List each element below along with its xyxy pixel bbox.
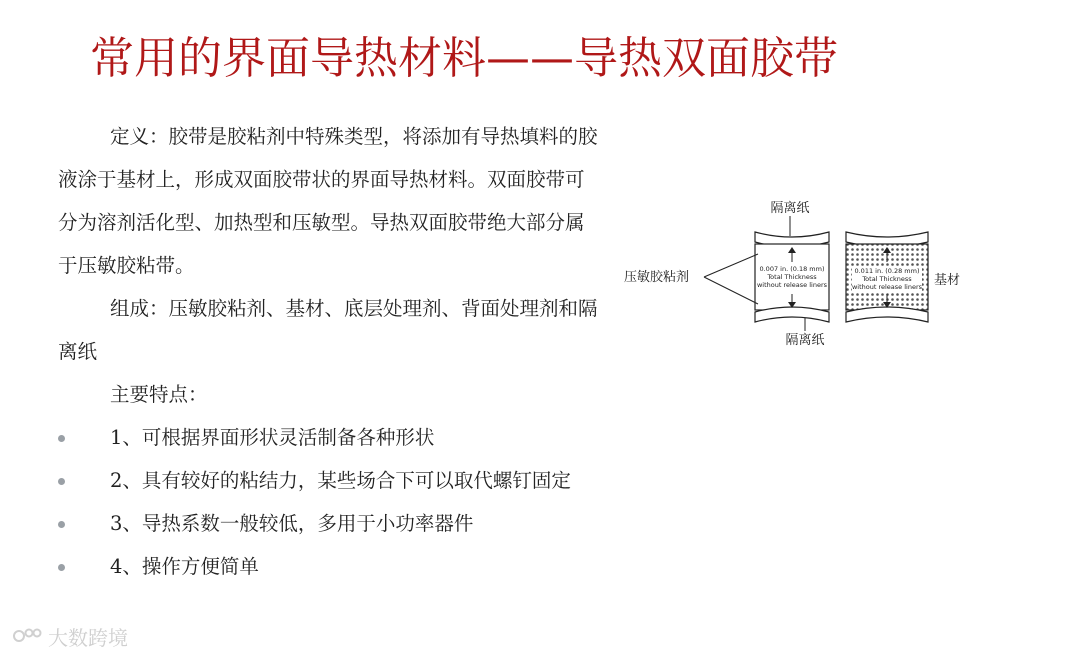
left-panel-thickness: 0.007 in. (0.18 mm) bbox=[759, 265, 825, 273]
body-text bbox=[58, 115, 598, 588]
left-panel-total: Total Thickness bbox=[767, 273, 817, 281]
right-panel-total: Total Thickness bbox=[862, 275, 912, 283]
feature-item: 3、导热系数一般较低，多用于小功率器件 bbox=[58, 502, 598, 545]
right-panel-note: without release liners bbox=[851, 283, 923, 291]
definition-paragraph: 定义：胶带是胶粘剂中特殊类型，将添加有导热填料的胶液涂于基材上，形成双面胶带状的界面导热材料。双面胶带可分为溶剂活化型、加热型和压敏型。导热双面胶带绝大部分属于压敏胶粘带。 bbox=[58, 125, 598, 277]
features-heading: 主要特点： bbox=[110, 383, 208, 406]
feature-item: 1、可根据界面形状灵活制备各种形状 bbox=[58, 416, 598, 459]
label-substrate: 基材 bbox=[934, 273, 961, 288]
watermark bbox=[12, 622, 128, 650]
label-release-liner-top: 隔离纸 bbox=[770, 201, 810, 216]
bullet-dot-icon bbox=[58, 435, 65, 442]
bullet-dot-icon bbox=[58, 478, 65, 485]
label-release-liner-bottom: 隔离纸 bbox=[785, 333, 825, 348]
right-panel-thickness: 0.011 in. (0.28 mm) bbox=[854, 267, 920, 275]
tape-structure-diagram bbox=[620, 192, 980, 352]
feature-item: 4、操作方便简单 bbox=[58, 545, 598, 588]
right-tape-panel bbox=[846, 232, 928, 322]
leader-line-adhesive-top bbox=[704, 254, 758, 277]
watermark-text: 大数跨境 bbox=[48, 625, 128, 650]
watermark-logo-icon bbox=[12, 624, 42, 648]
composition-paragraph: 组成：压敏胶粘剂、基材、底层处理剂、背面处理剂和隔离纸 bbox=[58, 297, 598, 363]
bullet-dot-icon bbox=[58, 564, 65, 571]
left-tape-panel bbox=[755, 232, 829, 322]
feature-item: 2、具有较好的粘结力，某些场合下可以取代螺钉固定 bbox=[58, 459, 598, 502]
label-adhesive: 压敏胶粘剂 bbox=[624, 270, 690, 285]
leader-line-adhesive-bottom bbox=[704, 277, 758, 304]
bullet-dot-icon bbox=[58, 521, 65, 528]
slide-title: 常用的界面导热材料——导热双面胶带 bbox=[90, 33, 838, 84]
left-panel-note: without release liners bbox=[756, 281, 828, 289]
